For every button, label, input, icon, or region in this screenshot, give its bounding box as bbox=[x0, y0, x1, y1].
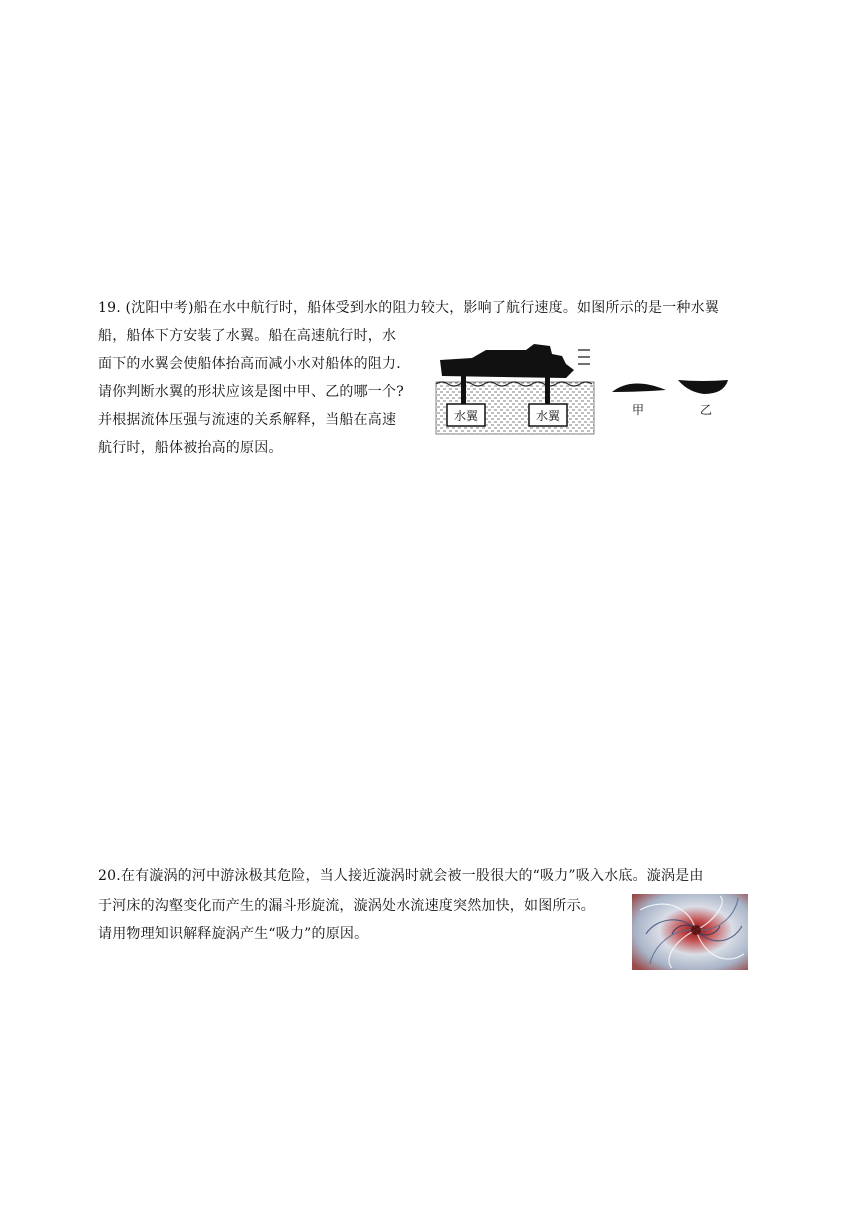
vortex-center bbox=[691, 925, 701, 935]
wing-shapes-figure bbox=[608, 374, 734, 420]
q20-line-1: 20.在有漩涡的河中游泳极其危险，当人接近漩涡时就会被一股很大的“吸力”吸入水底。漩涡是由 bbox=[98, 868, 704, 884]
shape-jia-label: 甲 bbox=[631, 403, 645, 417]
q20-line-3: 请用物理知识解释旋涡产生“吸力”的原因。 bbox=[98, 926, 369, 942]
q19-line-2: 船，船体下方安装了水翼。船在高速航行时，水 bbox=[98, 328, 397, 344]
shape-jia bbox=[612, 383, 666, 392]
right-hydrofoil-label: 水翼 bbox=[535, 409, 561, 423]
q19-line-5: 并根据流体压强与流速的关系解释，当船在高速 bbox=[98, 412, 397, 428]
q19-line-4: 请你判断水翼的形状应该是图中甲、乙的哪一个? bbox=[98, 384, 404, 400]
q19-line-3: 面下的水翼会使船体抬高而减小水对船体的阻力. bbox=[98, 356, 401, 372]
right-strut bbox=[545, 376, 550, 404]
hydrofoil-boat-figure bbox=[434, 330, 602, 438]
q19-line-6: 航行时，船体被抬高的原因。 bbox=[98, 440, 283, 456]
left-hydrofoil-label: 水翼 bbox=[453, 409, 479, 423]
motion-lines bbox=[578, 350, 590, 364]
shape-yi bbox=[678, 380, 728, 394]
left-strut bbox=[461, 376, 466, 404]
boat-hull bbox=[440, 344, 574, 378]
shape-yi-label: 乙 bbox=[699, 403, 713, 417]
whirlpool-photo bbox=[632, 894, 748, 970]
q20-line-2: 于河床的沟壑变化而产生的漏斗形旋流，漩涡处水流速度突然加快，如图所示。 bbox=[98, 898, 595, 914]
q19-line-1: 19. (沈阳中考)船在水中航行时，船体受到水的阻力较大，影响了航行速度。如图所示的是一种水翼 bbox=[98, 300, 720, 316]
